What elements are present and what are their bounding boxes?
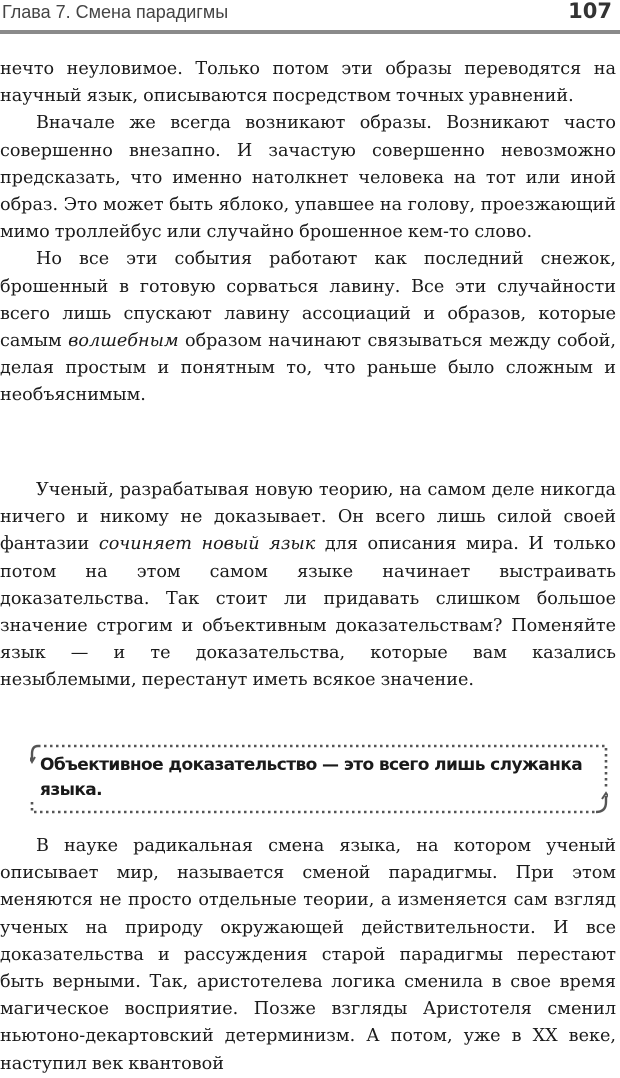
text-block-middle: [0, 477, 616, 695]
paragraph-text: Но все эти события работают как последний снежок, брошенный в готовую сорваться лавину. Все эти случайности всего лишь спускают лавину ассоциаций и образов, которые самым: [0, 249, 616, 352]
callout-text: Объективное доказательство — это всего лишь служанка языка.: [40, 755, 583, 800]
paragraph-continuation: нечто неуловимое. Только потом эти образы переводятся на научный язык, описываются посредством точных уравнений.: [0, 59, 616, 107]
chapter-title: Глава 7. Смена парадигмы: [2, 2, 229, 22]
paragraph-avalanche: [0, 246, 616, 409]
paragraph-images: Вначале же всегда возникают образы. Возникают часто совершенно внезапно. И зачастую совершенно невозможно предсказать, что именно натолкнет человека на тот или иной образ. Это может быть яблоко, упавшее на голову, проезжающий мимо троллейбус или случайно брошенное кем-то слово.: [0, 113, 616, 243]
paragraph-text: Ученый, разрабатывая новую теорию, на самом деле никогда ничего и никому не доказывает. Он всего лишь силой своей фантазии: [0, 480, 616, 555]
page-header: [0, 0, 620, 40]
paragraph-text: образом начинают связываться между собой, делая простым и понятным то, что раньше было сложным и необъяснимым.: [0, 331, 616, 406]
emphasis-text: волшебным: [68, 331, 179, 352]
page-number: 107: [568, 0, 612, 23]
paragraph-scientist: [0, 477, 616, 695]
paragraph-paradigm: В науке радикальная смена языка, на котором ученый описывает мир, называется сменой парадигмы. При этом меняются не просто отдельные теории, а изменяется сам взгляд ученых на природу окружающей действительности. И все доказательства и рассуждения старой парадигмы перестают быть верными. Так, аристотелева логика сменила в свое время магическое восприятие. Позже взгляды Аристотеля сменил ньютоно-декартовский детерминизм. А потом, уже в XX веке, наступил век квантовой: [0, 836, 616, 1074]
emphasis-text: сочиняет новый язык: [98, 534, 316, 555]
header-divider: [0, 30, 620, 34]
paragraph-text: для описания мира. И только потом на этом самом языке начинает выстраивать доказательства. Так стоит ли придавать слишком большое значение строгим и объективным доказательствам? Поменяйте язык — и те доказательства, которые вам казались незыблемыми, перестанут иметь всякое значение.: [0, 534, 616, 691]
callout-box: [30, 742, 608, 814]
text-block-top: [0, 56, 616, 410]
text-block-bottom: [0, 833, 616, 1078]
